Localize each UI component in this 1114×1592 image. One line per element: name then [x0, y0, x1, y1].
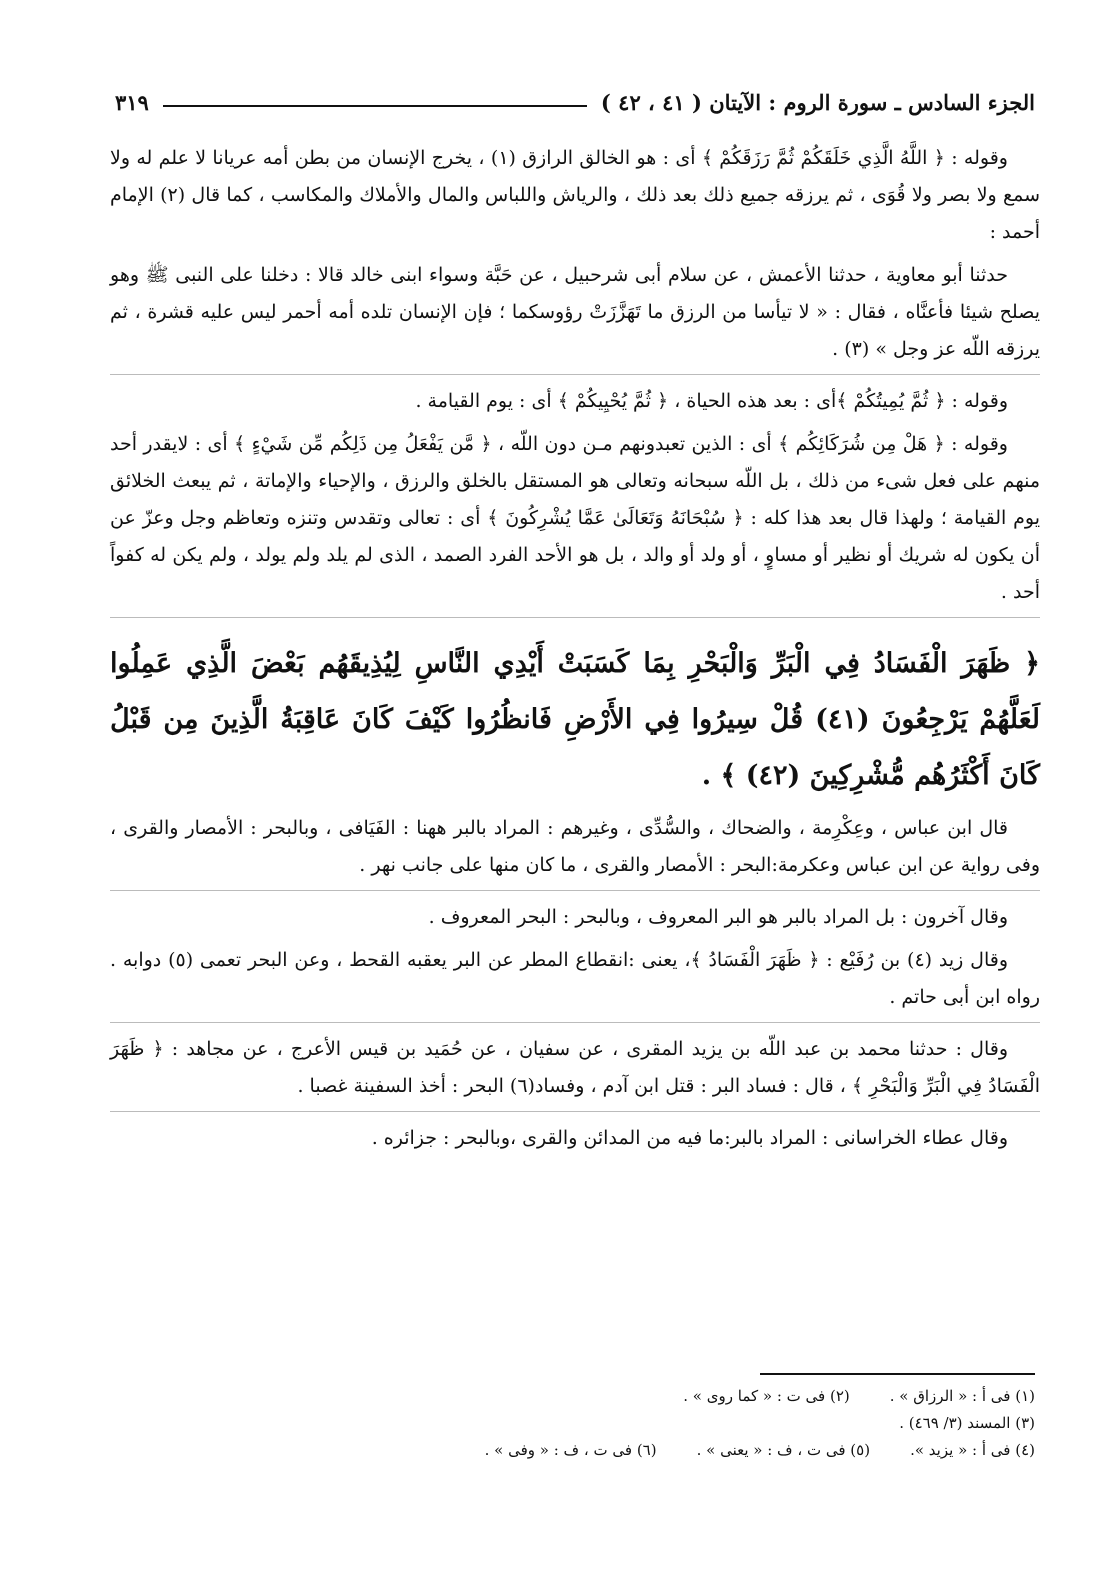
- paragraph-5: قال ابن عباس ، وعِكْرِمة ، والضحاك ، والسُّدِّى ، وغيرهم : المراد بالبر ههنا : الفَيَافى ، وبالبحر : الأمصار والقرى ، وفى رواية عن ابن عباس وعكرمة:البحر : الأمصار والقرى ، ما كان منها على جانب نهر .: [110, 810, 1040, 891]
- paragraph-8: وقال : حدثنا محمد بن عبد اللّه بن يزيد المقرى ، عن سفيان ، عن حُمَيد بن قيس الأعرج ، عن مجاهد : ﴿ ظَهَرَ الْفَسَادُ فِي الْبَرِّ وَالْبَحْرِ ﴾ ، قال : فساد البر : قتل ابن آدم ، وفساد(٦) البحر : أخذ السفينة غصبا .: [110, 1031, 1040, 1112]
- header-rule: [163, 105, 587, 107]
- footnote-row: [290, 1437, 1035, 1464]
- paragraph-7: وقال زيد (٤) بن رُفَيْع : ﴿ ظَهَرَ الْفَسَادُ ﴾، يعنى :انقطاع المطر عن البر يعقبه القحط ، وعن البحر تعمى (٥) دوابه . رواه ابن أبى حاتم .: [110, 942, 1040, 1023]
- paragraph-6: وقال آخرون : بل المراد بالبر هو البر المعروف ، وبالبحر : البحر المعروف .: [428, 906, 1008, 928]
- paragraph-4: وقوله : ﴿ هَلْ مِن شُرَكَائِكُم ﴾ أى : الذين تعبدونهم مـن دون اللّه ، ﴿ مَّن يَفْعَلُ مِن ذَلِكُم مِّن شَيْءٍ ﴾ أى : لايقدر أحد منهم على فعل شىء من ذلك ، بل اللّه سبحانه وتعالى هو المستقل بالخلق والرزق ، والإحياء والإماتة ، ثم يبعث الخلائق يوم القيامة ؛ ولهذا قال بعد هذا كله : ﴿ سُبْحَانَهُ وَتَعَالَىٰ عَمَّا يُشْرِكُونَ ﴾ أى : تعالى وتقدس وتنزه وتعاظم وجل وعزّ عن أن يكون له شريك أو نظير أو مساوٍ ، أو ولد أو والد ، بل هو الأحد الفرد الصمد ، الذى لم يلد ولم يولد ، ولم يكن له كفواً أحد .: [110, 426, 1040, 618]
- header-title: الجزء السادس ـ سورة الروم : الآيتان ( ٤١ ، ٤٢ ): [600, 89, 1035, 115]
- footnote-row: [290, 1410, 1035, 1437]
- footnote-5: (٥) فى ت ، ف : « يعنى » .: [696, 1441, 871, 1459]
- page-number: ٣١٩: [115, 89, 149, 115]
- footnote-1: (١) فى أ : « الرزاق » .: [889, 1387, 1035, 1405]
- footnote-row: [290, 1383, 1035, 1410]
- running-header: [115, 82, 1035, 122]
- paragraph-2: حدثنا أبو معاوية ، حدثنا الأعمش ، عن سلام أبى شرحبيل ، عن حَبَّة وسواء ابنى خالد قالا : دخلنا على النبى ﷺ وهو يصلح شيئا فأعنَّاه ، فقال : « لا تيأسا من الرزق ما تَهَزَّزَتْ رؤوسكما ؛ فإن الإنسان تلده أمه أحمر ليس عليه قشرة ، ثم يرزقه اللّه عز وجل » (٣) .: [110, 257, 1040, 375]
- main-text: [110, 140, 1040, 1163]
- footnote-4: (٤) فى أ : « يزيد ».: [910, 1441, 1035, 1459]
- footnote-rule: [760, 1373, 1035, 1375]
- footnotes: [290, 1383, 1035, 1464]
- paragraph-3: وقوله : ﴿ ثُمَّ يُمِيتُكُمْ ﴾أى : بعد هذه الحياة ، ﴿ ثُمَّ يُحْيِيكُمْ ﴾ أى : يوم القيامة .: [415, 390, 1008, 412]
- paragraph-1: وقوله : ﴿ اللَّهُ الَّذِي خَلَقَكُمْ ثُمَّ رَزَقَكُمْ ﴾ أى : هو الخالق الرازق (١) ، يخرج الإنسان من بطن أمه عريانا لا علم له ولا سمع ولا بصر ولا قُوَى ، ثم يرزقه جميع ذلك بعد ذلك ، والرياش واللباس والمال والأملاك والمكاسب ، كما قال (٢) الإمام أحمد :: [110, 147, 1040, 243]
- paragraph-9: وقال عطاء الخراسانى : المراد بالبر:ما فيه من المدائن والقرى ،وبالبحر : جزائره .: [371, 1127, 1008, 1149]
- footnote-2: (٢) فى ت : « كما روى » .: [683, 1387, 850, 1405]
- footnote-6: (٦) فى ت ، ف : « وفى » .: [484, 1441, 657, 1459]
- footnote-3: (٣) المسند (٣/ ٤٦٩) .: [899, 1414, 1035, 1432]
- quran-verse: ﴿ ظَهَرَ الْفَسَادُ فِي الْبَرِّ وَالْبَحْرِ بِمَا كَسَبَتْ أَيْدِي النَّاسِ لِيُذِيقَهُم بَعْضَ الَّذِي عَمِلُوا لَعَلَّهُمْ يَرْجِعُونَ (٤١) قُلْ سِيرُوا فِي الأَرْضِ فَانظُرُوا كَيْفَ كَانَ عَاقِبَةُ الَّذِينَ مِن قَبْلُ كَانَ أَكْثَرُهُم مُّشْرِكِينَ (٤٢) ﴾ .: [110, 648, 1040, 791]
